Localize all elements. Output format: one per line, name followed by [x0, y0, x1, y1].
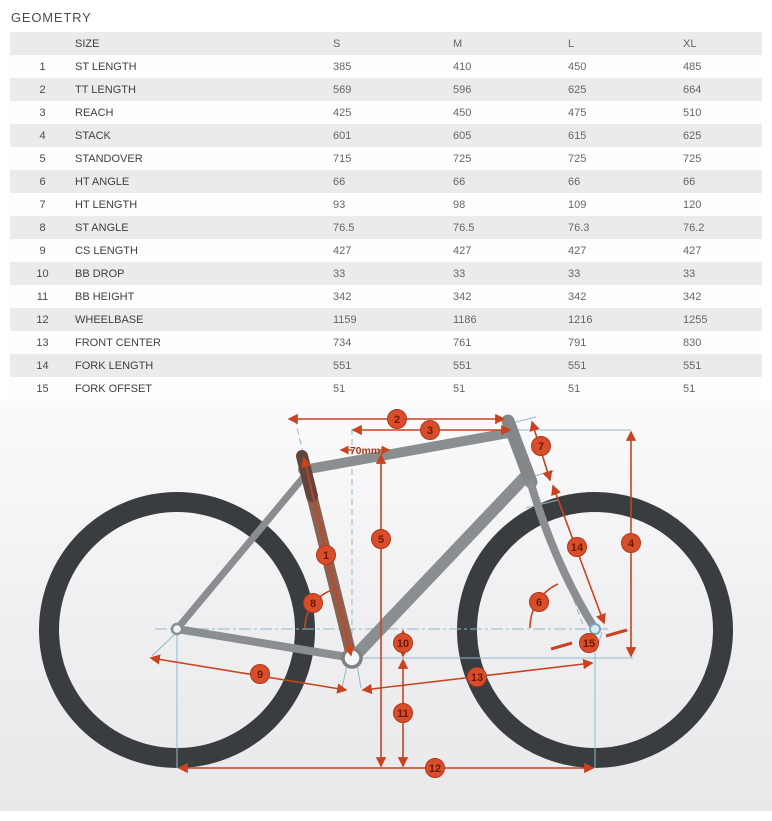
row-value-s: 33 — [333, 267, 346, 280]
table-row — [10, 377, 762, 400]
row-value-xl: 33 — [683, 267, 696, 280]
dim-fork-offset-dash-left — [551, 643, 572, 649]
row-value-s: 342 — [333, 290, 352, 303]
dim-marker-13 — [468, 668, 487, 687]
table-row — [10, 170, 762, 193]
row-value-m: 342 — [453, 290, 472, 303]
column-header-XL: XL — [683, 37, 697, 50]
row-value-m: 605 — [453, 129, 472, 142]
table-row — [10, 354, 762, 377]
row-number: 11 — [36, 290, 49, 303]
bike-diagram-svg — [0, 400, 772, 811]
row-value-m: 98 — [453, 198, 466, 211]
row-value-l: 450 — [568, 60, 587, 73]
table-row — [10, 124, 762, 147]
row-value-s: 66 — [333, 175, 346, 188]
table-row — [10, 147, 762, 170]
row-value-s: 427 — [333, 244, 352, 257]
dim-marker-number: 4 — [627, 538, 635, 551]
row-value-l: 791 — [568, 336, 587, 349]
rear-axle-leader — [152, 634, 175, 656]
row-value-s: 551 — [333, 359, 352, 372]
table-row — [10, 216, 762, 239]
row-value-m: 725 — [453, 152, 472, 165]
row-value-m: 427 — [453, 244, 472, 257]
construction-lines — [152, 417, 633, 768]
row-label: FORK OFFSET — [75, 382, 152, 395]
dim-marker-1 — [317, 546, 336, 565]
row-value-l: 342 — [568, 290, 587, 303]
row-label: REACH — [75, 106, 114, 119]
row-value-s: 1159 — [333, 313, 357, 326]
row-value-m: 450 — [453, 106, 472, 119]
row-value-s: 601 — [333, 129, 352, 142]
row-value-l: 1216 — [568, 313, 593, 326]
row-label: BB DROP — [75, 267, 125, 280]
row-value-xl: 120 — [683, 198, 702, 211]
row-value-s: 425 — [333, 106, 352, 119]
row-value-s: 93 — [333, 198, 346, 211]
table-row — [10, 262, 762, 285]
row-value-xl: 1255 — [683, 313, 708, 326]
row-label: CS LENGTH — [75, 244, 138, 257]
dim-marker-8 — [304, 594, 323, 613]
row-value-xl: 625 — [683, 129, 702, 142]
dimension-lines — [151, 419, 631, 768]
dim-marker-number: 12 — [428, 763, 442, 776]
row-number: 2 — [39, 83, 46, 96]
row-value-l: 76.3 — [568, 221, 590, 234]
dim-marker-number: 8 — [309, 598, 317, 611]
row-value-l: 615 — [568, 129, 587, 142]
dim-cs-length — [151, 658, 346, 690]
row-value-m: 1186 — [453, 313, 477, 326]
row-value-l: 475 — [568, 106, 587, 119]
chain-stay — [177, 629, 347, 657]
row-value-xl: 51 — [683, 382, 696, 395]
bb-leader-right — [357, 665, 361, 688]
row-value-xl: 664 — [683, 83, 702, 96]
row-label: WHEELBASE — [75, 313, 144, 326]
dim-marker-number: 5 — [377, 534, 385, 547]
row-value-m: 66 — [453, 175, 466, 188]
row-label: BB HEIGHT — [75, 290, 135, 303]
row-label: HT ANGLE — [75, 175, 130, 188]
row-value-m: 761 — [453, 336, 472, 349]
rear-dropout — [172, 624, 182, 634]
dim-fork-offset-dash-right — [606, 630, 627, 636]
label-70mm: 70mm — [349, 445, 381, 457]
row-value-m: 551 — [453, 359, 472, 372]
top-tube — [303, 432, 514, 470]
row-value-s: 715 — [333, 152, 352, 165]
row-value-xl: 66 — [683, 175, 696, 188]
row-value-s: 76.5 — [333, 221, 355, 234]
bottom-bracket — [343, 649, 361, 667]
table-row — [10, 101, 762, 124]
dim-marker-number: 3 — [426, 425, 434, 438]
row-value-m: 596 — [453, 83, 472, 96]
row-label: TT LENGTH — [75, 83, 136, 96]
row-label: STANDOVER — [75, 152, 143, 165]
table-row — [10, 308, 762, 331]
row-value-m: 33 — [453, 267, 466, 280]
row-value-s: 51 — [333, 382, 346, 395]
row-value-m: 51 — [453, 382, 466, 395]
front-dropout — [590, 624, 600, 634]
dim-marker-number: 1 — [322, 550, 330, 563]
row-value-xl: 342 — [683, 290, 702, 303]
row-value-xl: 510 — [683, 106, 702, 119]
column-header-num — [10, 32, 75, 55]
row-label: HT LENGTH — [75, 198, 138, 211]
dim-marker-11 — [394, 704, 413, 723]
table-row — [10, 239, 762, 262]
row-label: ST ANGLE — [75, 221, 129, 234]
dim-marker-5 — [372, 530, 391, 549]
row-value-xl: 485 — [683, 60, 702, 73]
table-row — [10, 193, 762, 216]
row-label: ST LENGTH — [75, 60, 137, 73]
bb-leader-left — [342, 665, 347, 688]
dim-marker-number: 7 — [537, 441, 545, 454]
row-value-xl: 427 — [683, 244, 702, 257]
dim-marker-4 — [622, 534, 641, 553]
row-number: 12 — [36, 313, 49, 326]
dim-marker-number: 2 — [393, 414, 401, 427]
table-row — [10, 285, 762, 308]
dim-marker-2 — [388, 410, 407, 429]
row-number: 15 — [36, 382, 49, 395]
dim-marker-number: 10 — [396, 638, 410, 651]
row-value-l: 66 — [568, 175, 581, 188]
dim-marker-12 — [426, 759, 445, 778]
row-value-s: 385 — [333, 60, 352, 73]
row-value-l: 625 — [568, 83, 587, 96]
dim-marker-3 — [421, 421, 440, 440]
dim-marker-number: 9 — [256, 669, 264, 682]
dim-marker-7 — [532, 437, 551, 456]
row-number: 8 — [39, 221, 46, 234]
dim-marker-9 — [251, 665, 270, 684]
row-value-l: 33 — [568, 267, 581, 280]
bike-geometry-diagram — [0, 400, 772, 811]
row-number: 10 — [36, 267, 49, 280]
row-label: STACK — [75, 129, 111, 142]
row-value-l: 725 — [568, 152, 587, 165]
row-value-xl: 551 — [683, 359, 702, 372]
dim-marker-number: 13 — [470, 672, 484, 685]
column-header-M: M — [453, 37, 463, 50]
row-value-xl: 725 — [683, 152, 702, 165]
dim-marker-number: 11 — [397, 708, 409, 721]
dim-marker-6 — [530, 593, 549, 612]
row-label: FORK LENGTH — [75, 359, 154, 372]
row-value-xl: 76.2 — [683, 221, 705, 234]
row-number: 14 — [36, 359, 49, 372]
row-label: FRONT CENTER — [75, 336, 161, 349]
seat-post — [302, 456, 312, 496]
row-number: 1 — [39, 60, 46, 73]
row-value-l: 427 — [568, 244, 587, 257]
row-number: 7 — [39, 198, 46, 211]
dim-marker-14 — [568, 538, 587, 557]
table-row — [10, 331, 762, 354]
page-title: GEOMETRY — [11, 10, 92, 25]
row-value-l: 551 — [568, 359, 587, 372]
dim-marker-number: 15 — [582, 638, 596, 651]
row-value-m: 410 — [453, 60, 472, 73]
column-header-SIZE: SIZE — [75, 37, 100, 50]
column-header-L: L — [568, 37, 575, 50]
row-number: 9 — [39, 244, 46, 257]
geometry-table-header — [10, 32, 762, 55]
geometry-table — [10, 32, 762, 400]
row-number: 3 — [39, 106, 46, 119]
row-value-s: 734 — [333, 336, 352, 349]
dim-marker-number: 6 — [535, 597, 543, 610]
row-value-l: 109 — [568, 198, 587, 211]
row-value-l: 51 — [568, 382, 581, 395]
geometry-table-body — [10, 55, 762, 400]
row-number: 13 — [36, 336, 49, 349]
row-value-xl: 830 — [683, 336, 702, 349]
row-value-m: 76.5 — [453, 221, 475, 234]
row-number: 4 — [39, 129, 46, 142]
table-row — [10, 55, 762, 78]
table-row — [10, 78, 762, 101]
dim-marker-10 — [394, 634, 413, 653]
dim-marker-15 — [580, 634, 599, 653]
row-number: 6 — [39, 175, 46, 188]
dim-marker-number: 14 — [570, 542, 584, 555]
column-header-S: S — [333, 37, 341, 50]
row-number: 5 — [39, 152, 46, 165]
row-value-s: 569 — [333, 83, 352, 96]
